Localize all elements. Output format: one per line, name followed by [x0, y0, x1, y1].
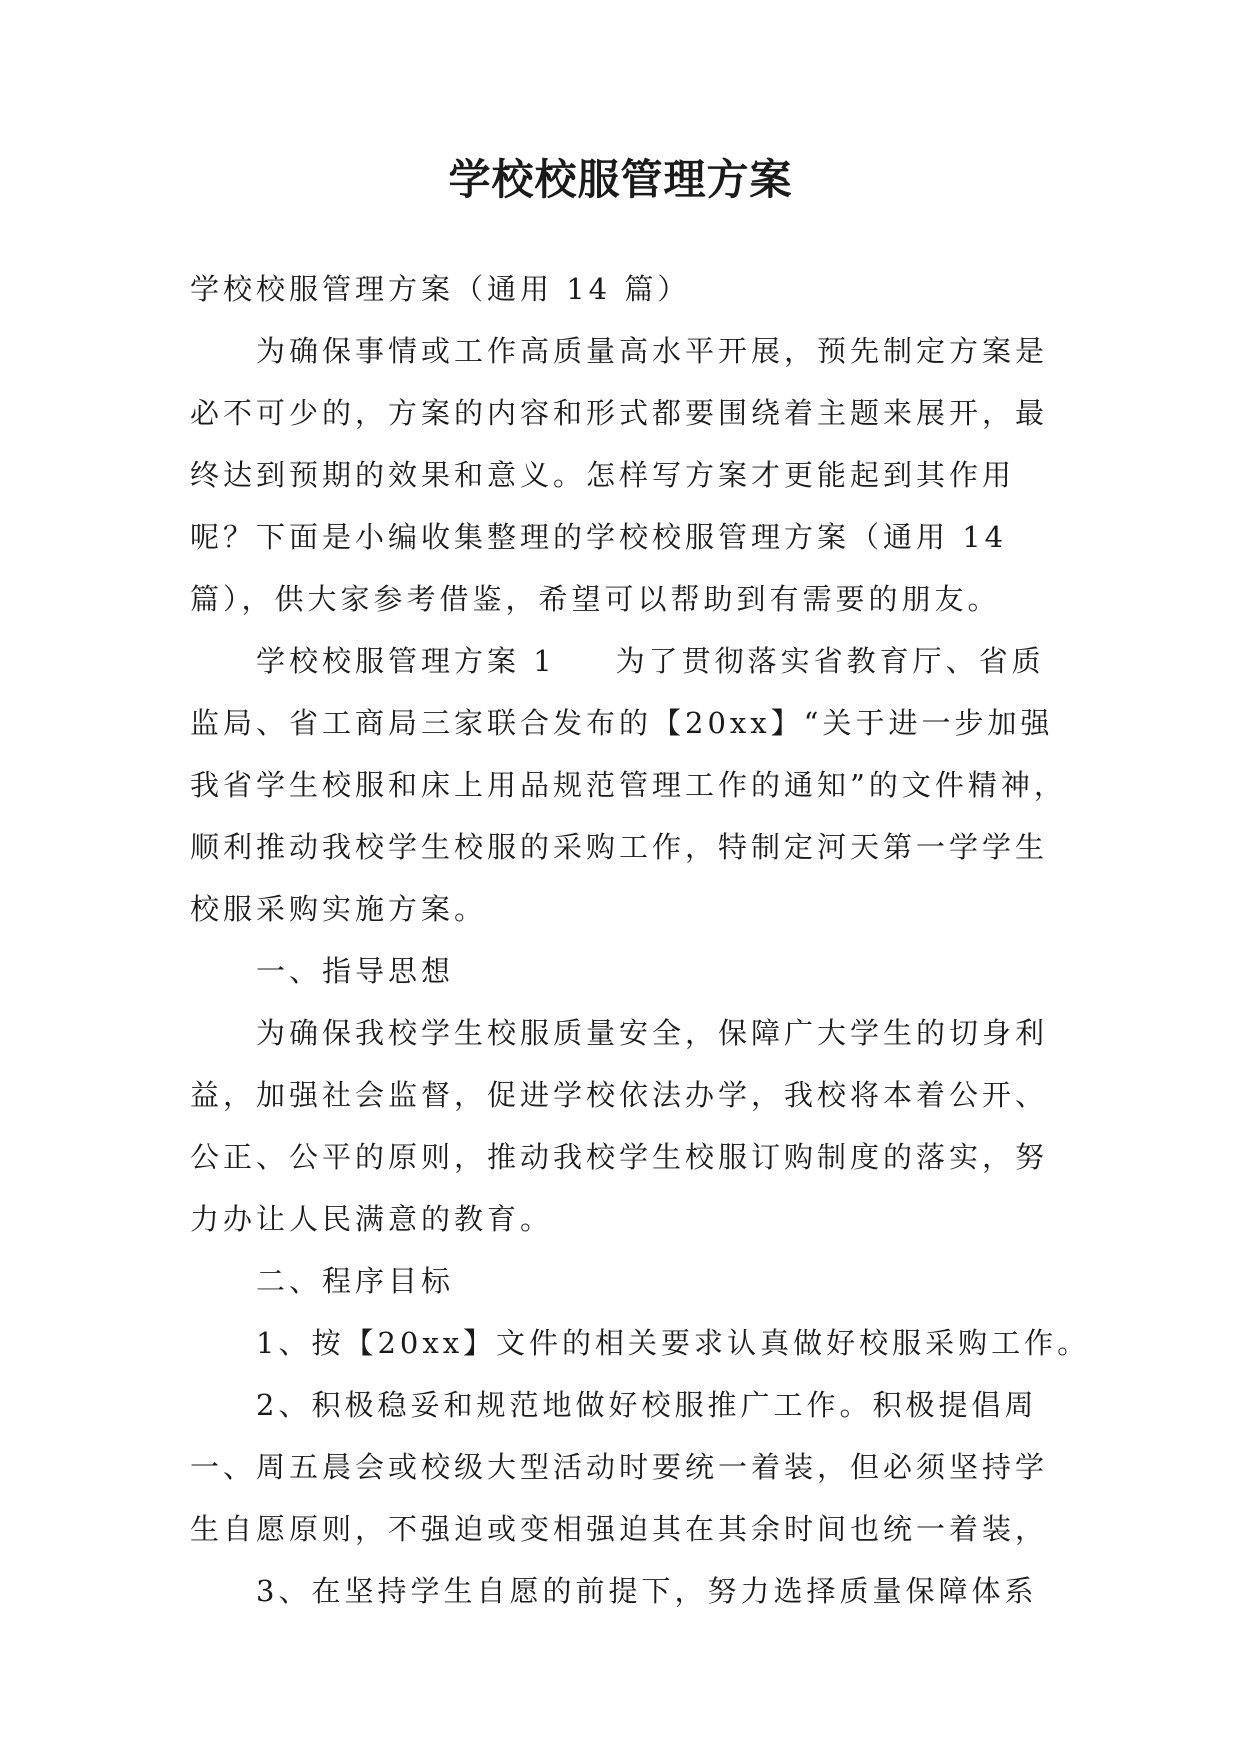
text-line: 为确保事情或工作高质量高水平开展，预先制定方案是	[256, 334, 1049, 368]
document-body	[190, 258, 1091, 1622]
text-line: 学校校服管理方案（通用 14 篇）	[190, 272, 691, 306]
text-line: 为确保我校学生校服质量安全，保障广大学生的切身利	[256, 1016, 1049, 1050]
document-title: 学校校服管理方案	[448, 155, 793, 204]
text-line: 2、积极稳妥和规范地做好校服推广工作。积极提倡周	[256, 1388, 1038, 1422]
section-heading: 一、指导思想	[256, 954, 455, 988]
text-line: 益，加强社会监督，促进学校依法办学，我校将本着公开、	[190, 1078, 1049, 1112]
text-line: 力办让人民满意的教育。	[190, 1202, 554, 1236]
text-line: 1、按【20xx】文件的相关要求认真做好校服采购工作。	[256, 1326, 1091, 1360]
text-line: 必不可少的，方案的内容和形式都要围绕着主题来展开，最	[190, 396, 1049, 430]
section-heading-line	[190, 630, 1050, 692]
text-line: 监局、省工商局三家联合发布的【20xx】“关于进一步加强	[190, 706, 1054, 740]
text-span: 为了贯彻落实省教育厅、省质	[615, 644, 1045, 678]
text-line: 生自愿原则，不强迫或变相强迫其在其余时间也统一着装，	[190, 1512, 1049, 1546]
text-line: 公正、公平的原则，推动我校学生校服订购制度的落实，努	[190, 1140, 1049, 1174]
section-heading: 学校校服管理方案 1	[256, 644, 556, 678]
text-line: 我省学生校服和床上用品规范管理工作的通知”的文件精神，	[190, 768, 1067, 802]
text-line: 篇），供大家参考借鉴，希望可以帮助到有需要的朋友。	[190, 582, 1001, 616]
text-line: 呢？下面是小编收集整理的学校校服管理方案（通用 14	[190, 520, 1008, 554]
text-line: 校服采购实施方案。	[190, 892, 488, 926]
text-line: 终达到预期的效果和意义。怎样写方案才更能起到其作用	[190, 458, 1016, 492]
text-line: 3、在坚持学生自愿的前提下，努力选择质量保障体系	[256, 1574, 1038, 1608]
text-line: 顺利推动我校学生校服的采购工作，特制定河天第一学学生	[190, 830, 1049, 864]
text-line: 一、周五晨会或校级大型活动时要统一着装，但必须坚持学	[190, 1450, 1049, 1484]
section-heading: 二、程序目标	[256, 1264, 455, 1298]
